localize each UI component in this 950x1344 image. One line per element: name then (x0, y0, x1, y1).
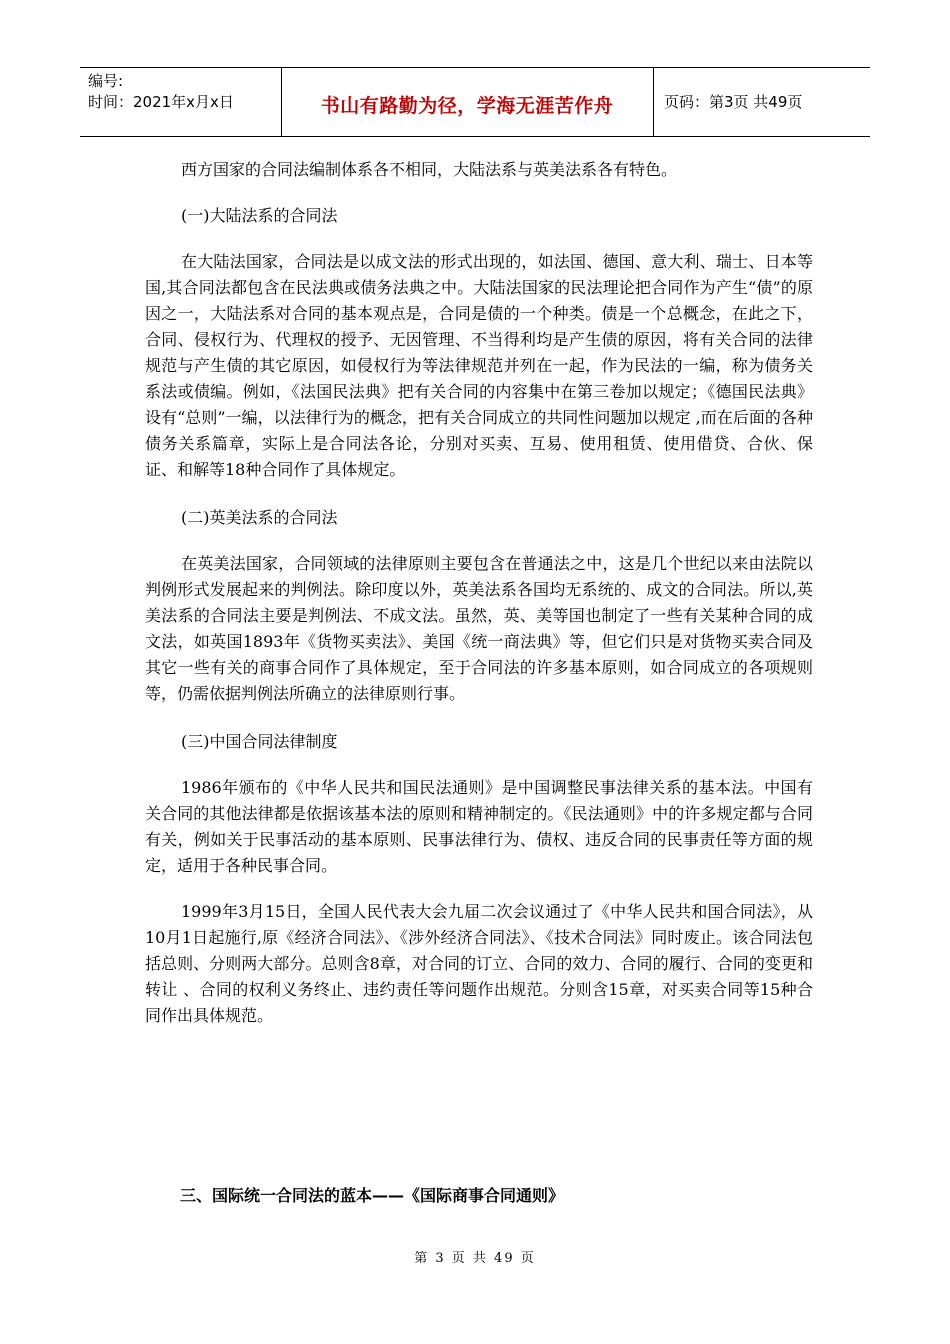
document-date-label: 时间：2021年x月x日 (88, 93, 234, 111)
paragraph-civil-law: 在大陆法国家，合同法是以成文法的形式出现的，如法国、德国、意大利、瑞士、日本等国,其合同法都包含在民法典或债务法典之中。大陆法国家的民法理论把合同作为产生“债”的原因之一，大陆法系对合同的基本观点是，合同是债的一个种类。债是一个总概念，在此之下，合同、侵权行为、代理权的授予、无因管理、不当得利均是产生债的原因，将有关合同的法律规范与产生债的其它原因，如侵权行为等法律规范并列在一起，作为民法的一编，称为债务关系法或债编。例如，《法国民法典》把有关合同的内容集中在第三卷加以规定；《德国民法典》设有“总则”一编，以法律行为的概念，把有关合同成立的共同性问题加以规定 ,而在后面的各种债务关系篇章，实际上是合同法各论，分别对买卖、互易、使用租赁、使用借贷、合伙、保证、和解等18种合同作了具体规定。 (145, 252, 813, 479)
section-title-china-law: (三)中国合同法律制度 (181, 732, 338, 751)
page-indicator: 页码：第3页 共49页 (664, 93, 803, 111)
paragraph-china-law-1999: 1999年3月15日，全国人民代表大会九届二次会议通过了《中华人民共和国合同法》，从10月1日起施行,原《经济合同法》、《涉外经济合同法》、《技术合同法》同时废止。该合同法包括总则、分则两大部分。总则含8章，对合同的订立、合同的效力、合同的履行、合同的变更和转让 、合同的权利义务终止、违约责任等问题作出规范。分则含15章，对买卖合同等15种合同作出具体规范。 (145, 902, 813, 1025)
header-divider-right (653, 67, 654, 137)
intro-paragraph: 西方国家的合同法编制体系各不相同，大陆法系与英美法系各有特色。 (181, 160, 678, 179)
section-title-common-law: (二)英美法系的合同法 (181, 508, 338, 527)
section-heading-3: 三、国际统一合同法的蓝本——《国际商事合同通则》 (180, 1186, 565, 1205)
header-top-border (80, 67, 870, 68)
document-number-label: 编号: (88, 72, 124, 90)
paragraph-china-law-1986: 1986年颁布的《中华人民共和国民法通则》是中国调整民事法律关系的基本法。中国有关合同的其他法律都是依据该基本法的原则和精神制定的。《民法通则》中的许多规定都与合同有关，例如关于民事活动的基本原则、民事法律行为、债权、违反合同的民事责任等方面的规定，适用于各种民事合同。 (145, 778, 813, 875)
header-table (80, 67, 870, 137)
header-bottom-border (80, 136, 870, 137)
paragraph-common-law: 在英美法国家，合同领域的法律原则主要包含在普通法之中，这是几个世纪以来由法院以判例形式发展起来的判例法。除印度以外，英美法系各国均无系统的、成文的合同法。所以,英美法系的合同法主要是判例法、不成文法。虽然，英、美等国也制定了一些有关某种合同的成文法，如英国1893年《货物买卖法》、美国《统一商法典》等，但它们只是对货物买卖合同及其它一些有关的商事合同作了具体规定，至于合同法的许多基本原则，如合同成立的各项规则等，仍需依据判例法所确立的法律原则行事。 (145, 554, 813, 703)
header-motto: 书山有路勤为径，学海无涯苦作舟 (320, 95, 614, 117)
page-footer: 第 3 页 共 49 页 (414, 1251, 536, 1266)
section-title-civil-law: (一)大陆法系的合同法 (181, 206, 338, 225)
document-body (145, 150, 813, 1029)
